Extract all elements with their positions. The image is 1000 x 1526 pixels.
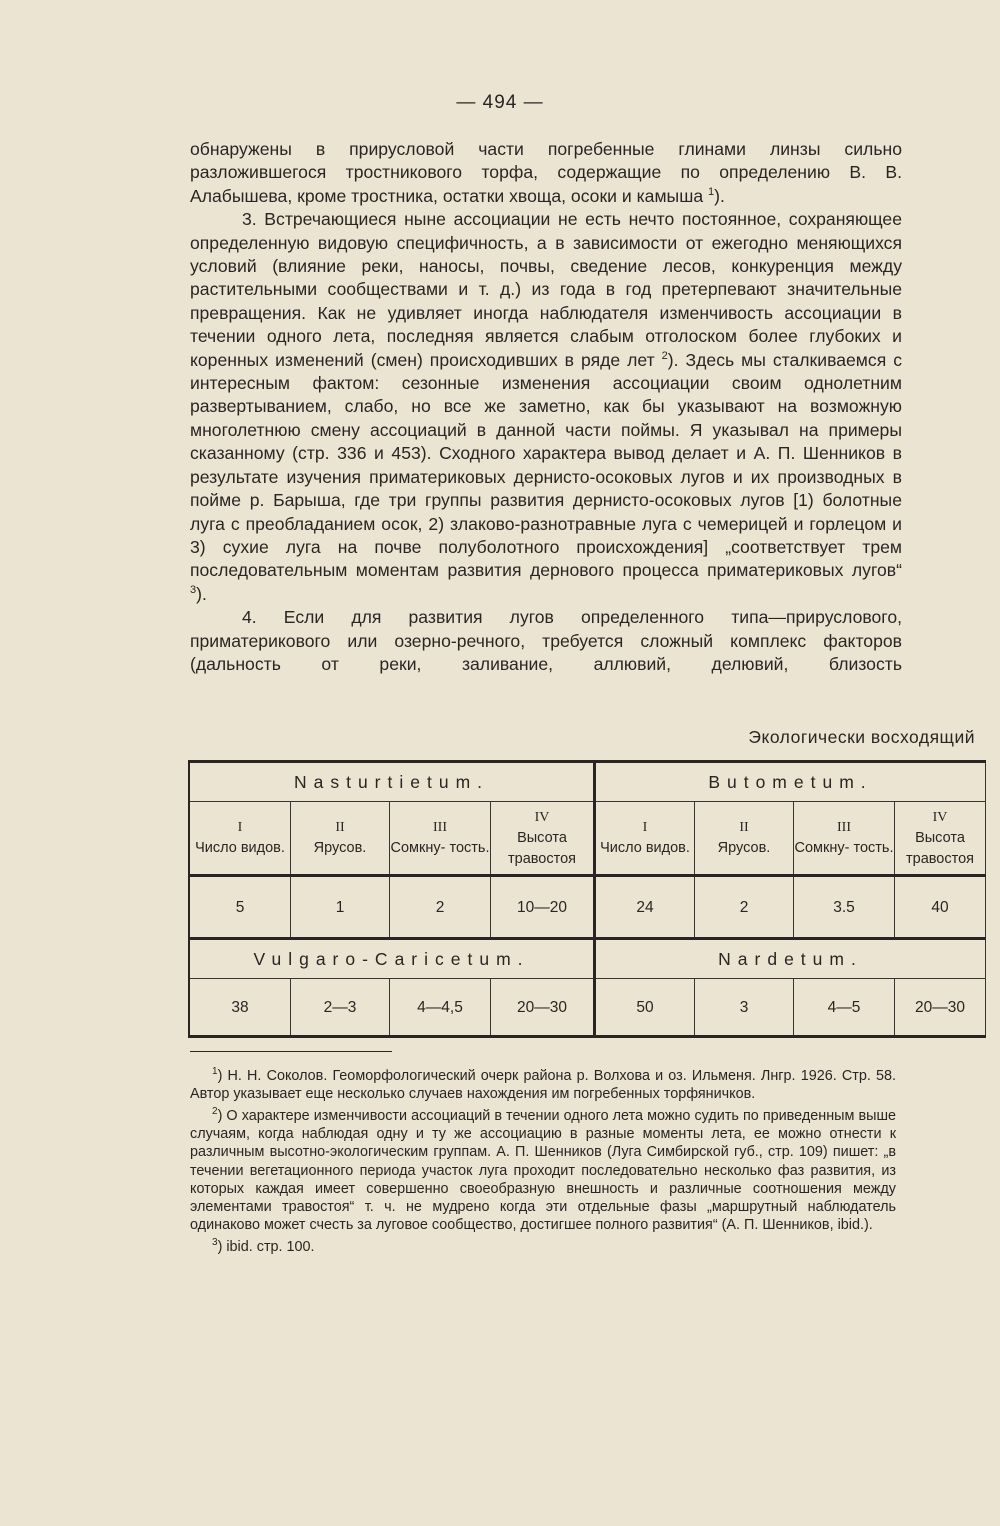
header-closeness: III Сомкну- тость. — [390, 802, 491, 876]
table-cell: 2—3 — [291, 979, 390, 1037]
table-cell: 50 — [595, 979, 695, 1037]
table-cell: 2 — [695, 876, 794, 939]
table-cell: 2 — [390, 876, 491, 939]
table-cell: 38 — [189, 979, 291, 1037]
footnote-divider — [190, 1051, 392, 1052]
group-title-vulgaro-caricetum: Vulgaro-Caricetum. — [189, 939, 595, 979]
table-cell: 1 — [291, 876, 390, 939]
table-cell: 20—30 — [491, 979, 595, 1037]
paragraph-1 — [190, 138, 902, 208]
footnote-mark-3: 3 — [212, 1237, 218, 1249]
paragraph-1-text: обнаружены в прирусловой части погребенные глинами линзы сильно разложившегося тростникового торфа, содержащие по определению В. В. Алабышева, кроме тростника, остатки хвоща, осоки и камыша — [190, 139, 902, 206]
main-text — [190, 138, 902, 676]
table-title-row-1 — [189, 762, 986, 802]
header-height: IV Высота травостоя — [491, 802, 595, 876]
table-row — [189, 979, 986, 1037]
footnote-1-text: ) Н. Н. Соколов. Геоморфологический очерк района р. Волхова и оз. Ильменя. Лнгр. 1926. Стр. 58. Автор указывает еще несколько случаев нахождения им погребенных торфяничков. — [190, 1067, 896, 1102]
paragraph-2-text-a: 3. Встречающиеся ныне ассоциации не есть нечто постоянное, сохраняющее определенную видовую специфичность, а в зависимости от ежегодно меняющихся условий (влияние реки, наносы, почвы, сведение лесов, конкуренция между растительными сообществами и т. д.) из года в год претерпевают значительные превращения. Как не удивляет иногда наблюдателя изменчивость ассоциации в течении одного лета, последняя является слабым отголоском более глубоких и коренных изменений (смен) происходивших в ряде лет — [190, 209, 902, 370]
header-layers: II Ярусов. — [291, 802, 390, 876]
paragraph-2 — [190, 208, 902, 606]
header-height: IV Высота травостоя — [895, 802, 986, 876]
ecology-table — [188, 760, 986, 1038]
paragraph-1-end: ). — [714, 185, 725, 206]
page-number: — 494 — — [456, 92, 544, 113]
paragraph-2-text-b: ). Здесь мы сталкиваемся с интересным фактом: сезонные изменения ассоциации своим однолетним развертыванием, слабо, но все же заметно, как бы указывают на возможную многолетнюю смену ассоциаций в данной части поймы. Я указывал на примеры сказанному (стр. 336 и 453). Сходного характера вывод делает и А. П. Шенников в результате изучения приматериковых дернисто-осоковых лугов и их производных в пойме р. Барыша, где три группы развития дернисто-осоковых лугов [1) болотные луга с преобладанием осок, 2) злаково-разнотравные луга с чемерицей и горлецом и 3) сухие луга на почве полуболотного происхождения] „соответствует трем последовательным моментам развития дернового процесса приматериковых лугов“ — [190, 349, 902, 581]
table-caption: Экологически восходящий — [748, 727, 975, 747]
table-cell: 24 — [595, 876, 695, 939]
footnote-mark-1: 1 — [212, 1066, 218, 1077]
table-cell: 10—20 — [491, 876, 595, 939]
table-cell: 4—4,5 — [390, 979, 491, 1037]
footnote-mark-2: 2 — [212, 1106, 218, 1118]
table-cell: 3 — [695, 979, 794, 1037]
footnote-2 — [190, 1103, 896, 1234]
footnote-3-text: ) ibid. стр. 100. — [217, 1239, 315, 1256]
paragraph-3: 4. Если для развития лугов определенного типа—прируслового, приматерикового или озерно-речного, требуется сложный комплекс факторов (дальность от реки, заливание, аллювий, делювий, близость — [190, 607, 902, 674]
footnotes — [190, 1063, 896, 1256]
footnote-ref-2[interactable]: 2 — [661, 349, 668, 362]
footnote-ref-1[interactable]: 1 — [708, 185, 715, 198]
table-row — [189, 876, 986, 939]
table-cell: 20—30 — [895, 979, 986, 1037]
header-layers: II Ярусов. — [695, 802, 794, 876]
header-species-count: I Число видов. — [189, 802, 291, 876]
table-cell: 3.5 — [794, 876, 895, 939]
header-closeness: III Сомкну- тость. — [794, 802, 895, 876]
footnote-1 — [190, 1063, 896, 1103]
table-header-row — [189, 802, 986, 876]
group-title-nardetum: Nardetum. — [595, 939, 986, 979]
footnote-ref-3[interactable]: 3 — [190, 583, 197, 596]
group-title-butometum: Butometum. — [595, 762, 986, 802]
table-cell: 4—5 — [794, 979, 895, 1037]
table-title-row-2 — [189, 939, 986, 979]
footnote-3 — [190, 1234, 896, 1256]
table-cell: 5 — [189, 876, 291, 939]
header-species-count: I Число видов. — [595, 802, 695, 876]
paragraph-2-end: ). — [196, 583, 207, 604]
footnote-2-text: ) О характере изменчивости ассоциаций в течении одного лета можно судить по приведенным выше случаям, когда наблюдая одну и ту же ассоциацию в разные моменты лета, ее можно отнести к различным высотно-экологическим группам. А. П. Шенников (Луга Симбирской губ., стр. 109) пишет: „в течении вегетационного периода участок луга проходит последовательно несколько фаз развития, из которых каждая имеет совершенно своеобразную внешность и различные соотношения между элементами травостоя“ т. ч. не мудрено когда эти отдельные фазы „маршрутный наблюдатель одинаково может счесть за луговое сообщество, достигшее полного развития“ (А. П. Шенников, ibid.). — [190, 1108, 896, 1234]
group-title-nasturtietum: Nasturtietum. — [189, 762, 595, 802]
table-cell: 40 — [895, 876, 986, 939]
